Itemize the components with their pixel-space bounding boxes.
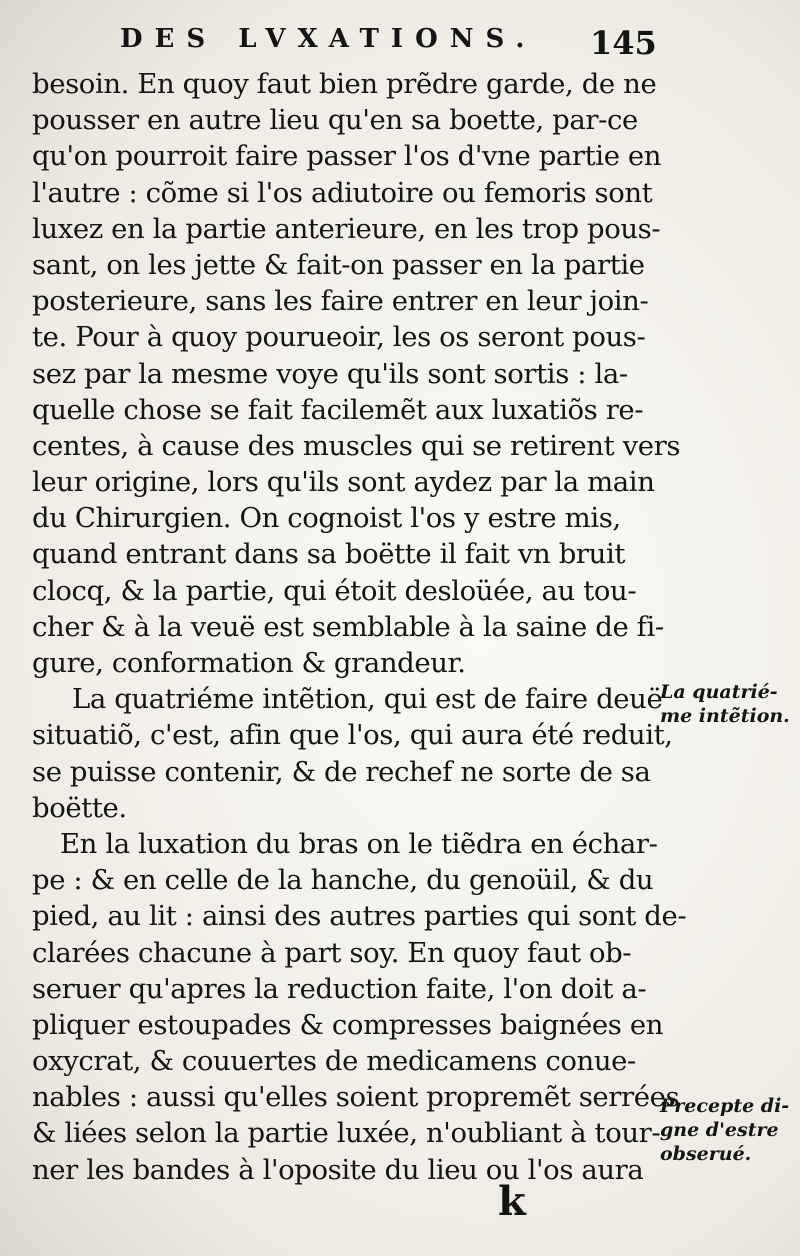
text-line: besoin. En quoy faut bien prẽdre garde, de ne	[32, 68, 657, 100]
margin-note-line: La quatrié-	[660, 681, 778, 703]
text-line: sez par la mesme voye qu'ils sont sortis : la-	[32, 357, 628, 390]
text-line: du Chirurgien. On cognoist l'os y estre mis,	[32, 502, 621, 535]
text-line: pousser en autre lieu qu'en sa boette, par-ce	[32, 104, 638, 137]
running-title: DES LVXATIONS.	[120, 24, 537, 54]
text-line: se puisse contenir, & de rechef ne sorte de sa	[32, 755, 651, 788]
margin-note-fourth-intention	[660, 680, 795, 728]
margin-note-line: Precepte di-	[660, 1095, 790, 1117]
text-line: quand entrant dans sa boëtte il fait vn bruit	[32, 538, 626, 571]
text-line: clarées chacune à part soy. En quoy faut ob-	[32, 936, 632, 969]
text-line: quelle chose se fait facilemẽt aux luxatiõs re-	[32, 393, 644, 426]
text-line: gure, conformation & grandeur.	[32, 647, 466, 679]
text-line: seruer qu'apres la reduction faite, l'on doit a-	[32, 972, 647, 1005]
text-line: l'autre : cõme si l'os adiutoire ou femoris sont	[32, 176, 653, 209]
margin-note-line: me intẽtion.	[660, 705, 790, 727]
page-number: 145	[590, 24, 657, 62]
text-line: & liées selon la partie luxée, n'oubliant à tour-	[32, 1117, 661, 1150]
signature-mark: k	[498, 1178, 526, 1225]
text-line: leur origine, lors qu'ils sont aydez par la main	[32, 466, 655, 499]
text-line: te. Pour à quoy pourueoir, les os seront pous-	[32, 321, 646, 354]
margin-note-line: gne d'estre	[660, 1119, 779, 1141]
text-line: pied, au lit : ainsi des autres parties qui sont de-	[32, 900, 687, 933]
text-line: pe : & en celle de la hanche, du genoüil, & du	[32, 864, 654, 897]
text-line: clocq, & la partie, qui étoit desloüée, au tou-	[32, 574, 637, 607]
body-text	[32, 66, 687, 1188]
text-line: boëtte.	[32, 791, 127, 824]
text-line: posterieure, sans les faire entrer en leur join-	[32, 285, 649, 318]
text-line: oxycrat, & couuertes de medicamens conue-	[32, 1045, 636, 1078]
text-line: qu'on pourroit faire passer l'os d'vne partie en	[32, 140, 662, 173]
text-line: ner les bandes à l'oposite du lieu ou l'os aura	[32, 1153, 644, 1186]
text-line: sant, on les jette & fait-on passer en la partie	[32, 248, 645, 281]
text-line: cher & à la veuë est semblable à la saine de fi-	[32, 610, 664, 643]
text-line: situatiõ, c'est, afin que l'os, qui aura été reduit,	[32, 719, 673, 752]
text-line: centes, à cause des muscles qui se retirent vers	[32, 429, 681, 462]
text-line: luxez en la partie anterieure, en les trop pous-	[32, 212, 661, 245]
text-line: pliquer estoupades & compresses baignées en	[32, 1008, 664, 1041]
margin-note-precept	[660, 1094, 795, 1166]
text-line: La quatriéme intẽtion, qui est de faire deuë	[72, 683, 663, 716]
margin-note-line: obserué.	[660, 1143, 752, 1165]
text-line: nables : aussi qu'elles soient propremẽt serrées	[32, 1081, 680, 1114]
text-line: En la luxation du bras on le tiẽdra en échar-	[60, 827, 658, 860]
